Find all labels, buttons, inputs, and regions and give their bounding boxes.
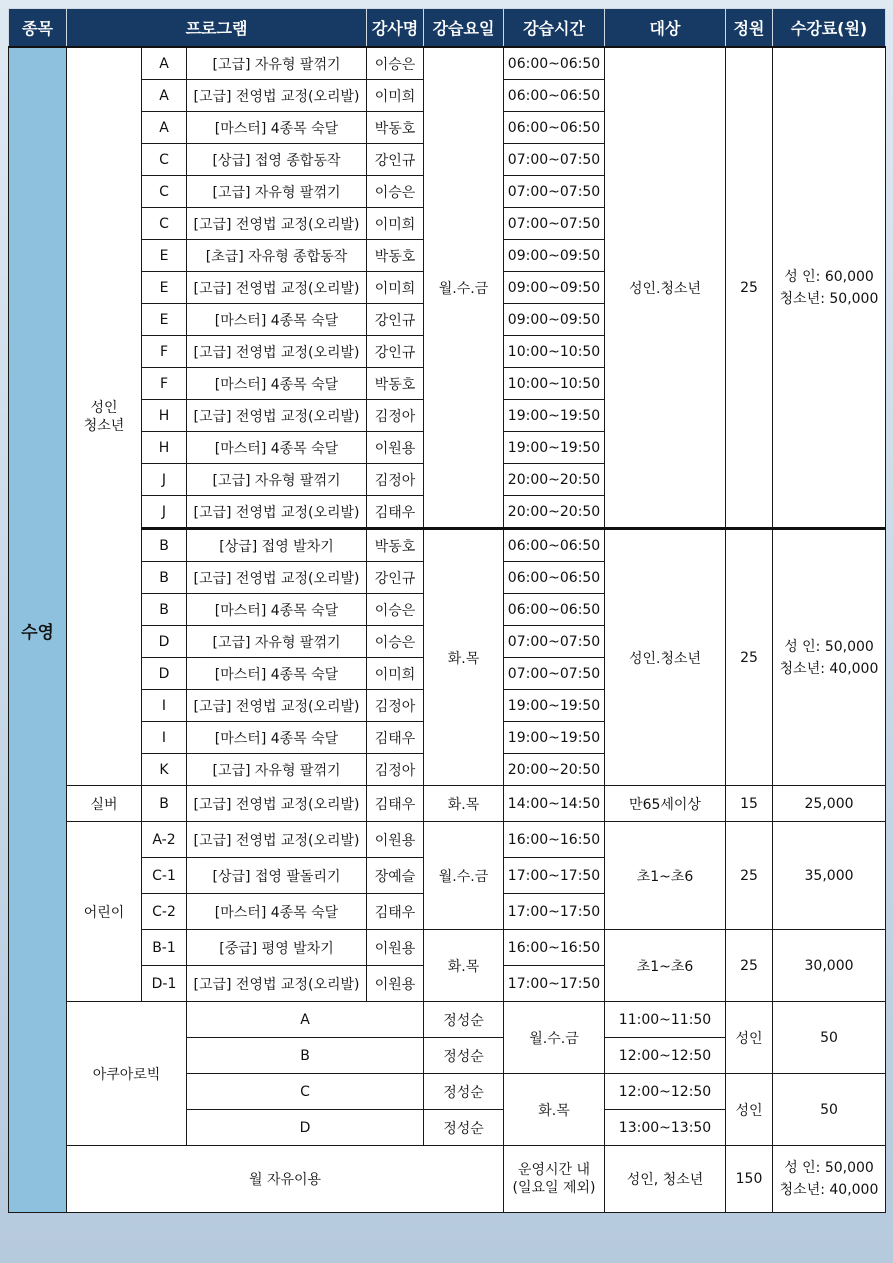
instructor-name: 김정아 <box>367 400 424 432</box>
class-time <box>504 1146 605 1213</box>
class-code: D <box>142 658 187 690</box>
program-name: [마스터] 4종목 숙달 <box>187 112 367 144</box>
instructor-name: 김정아 <box>367 754 424 786</box>
instructor-name: 이원용 <box>367 432 424 464</box>
program-name: [상급] 접영 종합동작 <box>187 144 367 176</box>
group-kids: 어린이 <box>67 822 142 1002</box>
class-days: 화.목 <box>424 529 504 786</box>
class-code: D-1 <box>142 966 187 1002</box>
class-code: I <box>142 690 187 722</box>
class-code: C-2 <box>142 894 187 930</box>
program-name: [고급] 전영법 교정(오리발) <box>187 336 367 368</box>
instructor-name: 정성순 <box>424 1038 504 1074</box>
program-name: [중급] 평영 발차기 <box>187 930 367 966</box>
header-days: 강습요일 <box>424 9 504 48</box>
class-time: 19:00~19:50 <box>504 690 605 722</box>
class-time: 16:00~16:50 <box>504 930 605 966</box>
fee: 30,000 <box>773 930 886 1002</box>
class-time: 10:00~10:50 <box>504 336 605 368</box>
program-name: [고급] 전영법 교정(오리발) <box>187 966 367 1002</box>
class-days: 화.목 <box>424 786 504 822</box>
program-name: [고급] 전영법 교정(오리발) <box>187 690 367 722</box>
instructor-name: 박동호 <box>367 112 424 144</box>
class-code: A <box>187 1002 424 1038</box>
class-days: 월.수.금 <box>504 1002 605 1074</box>
class-code: F <box>142 368 187 400</box>
fee <box>773 529 886 786</box>
class-code: E <box>142 304 187 336</box>
class-code: C <box>142 208 187 240</box>
table-row <box>9 47 886 80</box>
fee-adult: 성 인: 60,000 <box>784 268 874 285</box>
class-code: D <box>187 1110 424 1146</box>
instructor-name: 박동호 <box>367 368 424 400</box>
program-name: [고급] 전영법 교정(오리발) <box>187 786 367 822</box>
group-label: 성인 <box>90 399 118 416</box>
fee-youth: 청소년: 40,000 <box>779 1182 879 1198</box>
table-row <box>9 1002 886 1038</box>
header-fee: 수강료(원) <box>773 9 886 48</box>
header-instructor: 강사명 <box>367 9 424 48</box>
class-time: 07:00~07:50 <box>504 176 605 208</box>
class-days: 화.목 <box>424 930 504 1002</box>
class-time: 19:00~19:50 <box>504 400 605 432</box>
header-target: 대상 <box>605 9 726 48</box>
instructor-name: 김정아 <box>367 690 424 722</box>
program-name: [고급] 자유형 팔꺾기 <box>187 47 367 80</box>
header-capacity: 정원 <box>726 9 773 48</box>
program-name: [고급] 자유형 팔꺾기 <box>187 626 367 658</box>
class-time: 06:00~06:50 <box>504 80 605 112</box>
target-group: 성인, 청소년 <box>605 1146 726 1213</box>
class-time: 12:00~12:50 <box>605 1038 726 1074</box>
program-name: [상급] 접영 팔돌리기 <box>187 858 367 894</box>
class-code: H <box>142 432 187 464</box>
fee <box>773 47 886 529</box>
schedule-wrapper <box>8 8 885 1213</box>
class-time: 12:00~12:50 <box>605 1074 726 1110</box>
instructor-name: 장예슬 <box>367 858 424 894</box>
fee-adult: 성 인: 50,000 <box>784 1160 874 1176</box>
table-row <box>9 786 886 822</box>
target-group: 성인 <box>726 1074 773 1146</box>
class-code: K <box>142 754 187 786</box>
class-time: 17:00~17:50 <box>504 858 605 894</box>
instructor-name: 이승은 <box>367 626 424 658</box>
class-code: C-1 <box>142 858 187 894</box>
program-name: [고급] 전영법 교정(오리발) <box>187 822 367 858</box>
class-code: B <box>142 594 187 626</box>
class-time: 16:00~16:50 <box>504 822 605 858</box>
class-time: 06:00~06:50 <box>504 594 605 626</box>
header-row <box>9 9 886 48</box>
class-time: 07:00~07:50 <box>504 208 605 240</box>
instructor-name: 김태우 <box>367 496 424 529</box>
class-time: 13:00~13:50 <box>605 1110 726 1146</box>
class-code: H <box>142 400 187 432</box>
instructor-name: 이원용 <box>367 930 424 966</box>
class-time: 09:00~09:50 <box>504 272 605 304</box>
instructor-name: 강인규 <box>367 562 424 594</box>
operating-hours: 운영시간 내 <box>517 1162 591 1178</box>
instructor-name: 이승은 <box>367 47 424 80</box>
class-time: 09:00~09:50 <box>504 304 605 336</box>
header-time: 강습시간 <box>504 9 605 48</box>
class-time: 06:00~06:50 <box>504 47 605 80</box>
table-row <box>9 822 886 858</box>
class-code: A <box>142 112 187 144</box>
sunday-excluded: (일요일 제외) <box>512 1180 596 1196</box>
class-code: C <box>142 144 187 176</box>
program-name: [고급] 자유형 팔꺾기 <box>187 754 367 786</box>
class-code: B-1 <box>142 930 187 966</box>
program-name: [고급] 전영법 교정(오리발) <box>187 80 367 112</box>
program-name: [고급] 전영법 교정(오리발) <box>187 400 367 432</box>
instructor-name: 정성순 <box>424 1002 504 1038</box>
instructor-name: 이미희 <box>367 80 424 112</box>
fee: 25,000 <box>773 786 886 822</box>
group-aquarobics: 아쿠아로빅 <box>67 1002 187 1146</box>
capacity: 25 <box>726 47 773 529</box>
class-time: 19:00~19:50 <box>504 432 605 464</box>
instructor-name: 정성순 <box>424 1110 504 1146</box>
program-name: [고급] 전영법 교정(오리발) <box>187 496 367 529</box>
header-jongmok: 종목 <box>9 9 67 48</box>
program-name: [마스터] 4종목 숙달 <box>187 594 367 626</box>
fee: 35,000 <box>773 822 886 930</box>
class-time: 17:00~17:50 <box>504 894 605 930</box>
class-time: 20:00~20:50 <box>504 496 605 529</box>
program-name: [고급] 전영법 교정(오리발) <box>187 272 367 304</box>
class-code: A <box>142 80 187 112</box>
capacity: 25 <box>726 822 773 930</box>
class-time: 20:00~20:50 <box>504 464 605 496</box>
capacity: 25 <box>726 529 773 786</box>
target-group: 성인.청소년 <box>605 47 726 529</box>
class-days: 월.수.금 <box>424 822 504 930</box>
capacity: 150 <box>726 1146 773 1213</box>
instructor-name: 김태우 <box>367 894 424 930</box>
class-code: E <box>142 240 187 272</box>
class-time: 07:00~07:50 <box>504 658 605 690</box>
class-days: 월.수.금 <box>424 47 504 529</box>
target-group: 초1~초6 <box>605 822 726 930</box>
class-time: 17:00~17:50 <box>504 966 605 1002</box>
class-time: 11:00~11:50 <box>605 1002 726 1038</box>
class-code: F <box>142 336 187 368</box>
instructor-name: 김태우 <box>367 786 424 822</box>
class-code: J <box>142 496 187 529</box>
class-time: 07:00~07:50 <box>504 626 605 658</box>
program-name: [마스터] 4종목 숙달 <box>187 658 367 690</box>
class-code: A <box>142 47 187 80</box>
monthly-free-use: 월 자유이용 <box>67 1146 504 1213</box>
swimming-schedule-table <box>8 8 886 1213</box>
program-name: [마스터] 4종목 숙달 <box>187 432 367 464</box>
group-adult-youth <box>67 47 142 786</box>
category-swimming: 수영 <box>9 47 67 1213</box>
target-group: 성인.청소년 <box>605 529 726 786</box>
fee-adult: 성 인: 50,000 <box>784 638 874 655</box>
class-code: B <box>142 786 187 822</box>
capacity: 15 <box>726 786 773 822</box>
fee-youth: 청소년: 40,000 <box>779 660 879 677</box>
class-code: D <box>142 626 187 658</box>
fee-youth: 청소년: 50,000 <box>779 290 879 307</box>
program-name: [초급] 자유형 종합동작 <box>187 240 367 272</box>
program-name: [마스터] 4종목 숙달 <box>187 368 367 400</box>
instructor-name: 이원용 <box>367 966 424 1002</box>
target-group: 만65세이상 <box>605 786 726 822</box>
capacity: 50 <box>773 1002 886 1074</box>
instructor-name: 강인규 <box>367 144 424 176</box>
header-program: 프로그램 <box>67 9 367 48</box>
class-code: I <box>142 722 187 754</box>
class-days: 화.목 <box>504 1074 605 1146</box>
schedule-body <box>9 47 886 1213</box>
class-time: 14:00~14:50 <box>504 786 605 822</box>
instructor-name: 박동호 <box>367 529 424 562</box>
class-time: 09:00~09:50 <box>504 240 605 272</box>
class-code: B <box>142 562 187 594</box>
instructor-name: 이미희 <box>367 272 424 304</box>
group-silver: 실버 <box>67 786 142 822</box>
class-time: 10:00~10:50 <box>504 368 605 400</box>
class-time: 19:00~19:50 <box>504 722 605 754</box>
instructor-name: 이승은 <box>367 176 424 208</box>
instructor-name: 김태우 <box>367 722 424 754</box>
instructor-name: 이미희 <box>367 658 424 690</box>
instructor-name: 이승은 <box>367 594 424 626</box>
instructor-name: 강인규 <box>367 304 424 336</box>
class-time: 06:00~06:50 <box>504 562 605 594</box>
program-name: [고급] 전영법 교정(오리발) <box>187 562 367 594</box>
program-name: [마스터] 4종목 숙달 <box>187 894 367 930</box>
instructor-name: 김정아 <box>367 464 424 496</box>
instructor-name: 이원용 <box>367 822 424 858</box>
program-name: [마스터] 4종목 숙달 <box>187 722 367 754</box>
fee <box>773 1146 886 1213</box>
program-name: [상급] 접영 발차기 <box>187 529 367 562</box>
program-name: [고급] 자유형 팔꺾기 <box>187 464 367 496</box>
class-code: E <box>142 272 187 304</box>
class-time: 06:00~06:50 <box>504 529 605 562</box>
instructor-name: 박동호 <box>367 240 424 272</box>
class-time: 07:00~07:50 <box>504 144 605 176</box>
capacity: 50 <box>773 1074 886 1146</box>
class-time: 20:00~20:50 <box>504 754 605 786</box>
class-code: C <box>142 176 187 208</box>
class-code: A-2 <box>142 822 187 858</box>
class-time: 06:00~06:50 <box>504 112 605 144</box>
class-code: B <box>187 1038 424 1074</box>
instructor-name: 정성순 <box>424 1074 504 1110</box>
program-name: [고급] 전영법 교정(오리발) <box>187 208 367 240</box>
target-group: 초1~초6 <box>605 930 726 1002</box>
table-row <box>9 1146 886 1213</box>
instructor-name: 강인규 <box>367 336 424 368</box>
capacity: 25 <box>726 930 773 1002</box>
group-label: 청소년 <box>83 417 125 434</box>
class-code: B <box>142 529 187 562</box>
program-name: [마스터] 4종목 숙달 <box>187 304 367 336</box>
program-name: [고급] 자유형 팔꺾기 <box>187 176 367 208</box>
class-code: J <box>142 464 187 496</box>
class-code: C <box>187 1074 424 1110</box>
instructor-name: 이미희 <box>367 208 424 240</box>
target-group: 성인 <box>726 1002 773 1074</box>
